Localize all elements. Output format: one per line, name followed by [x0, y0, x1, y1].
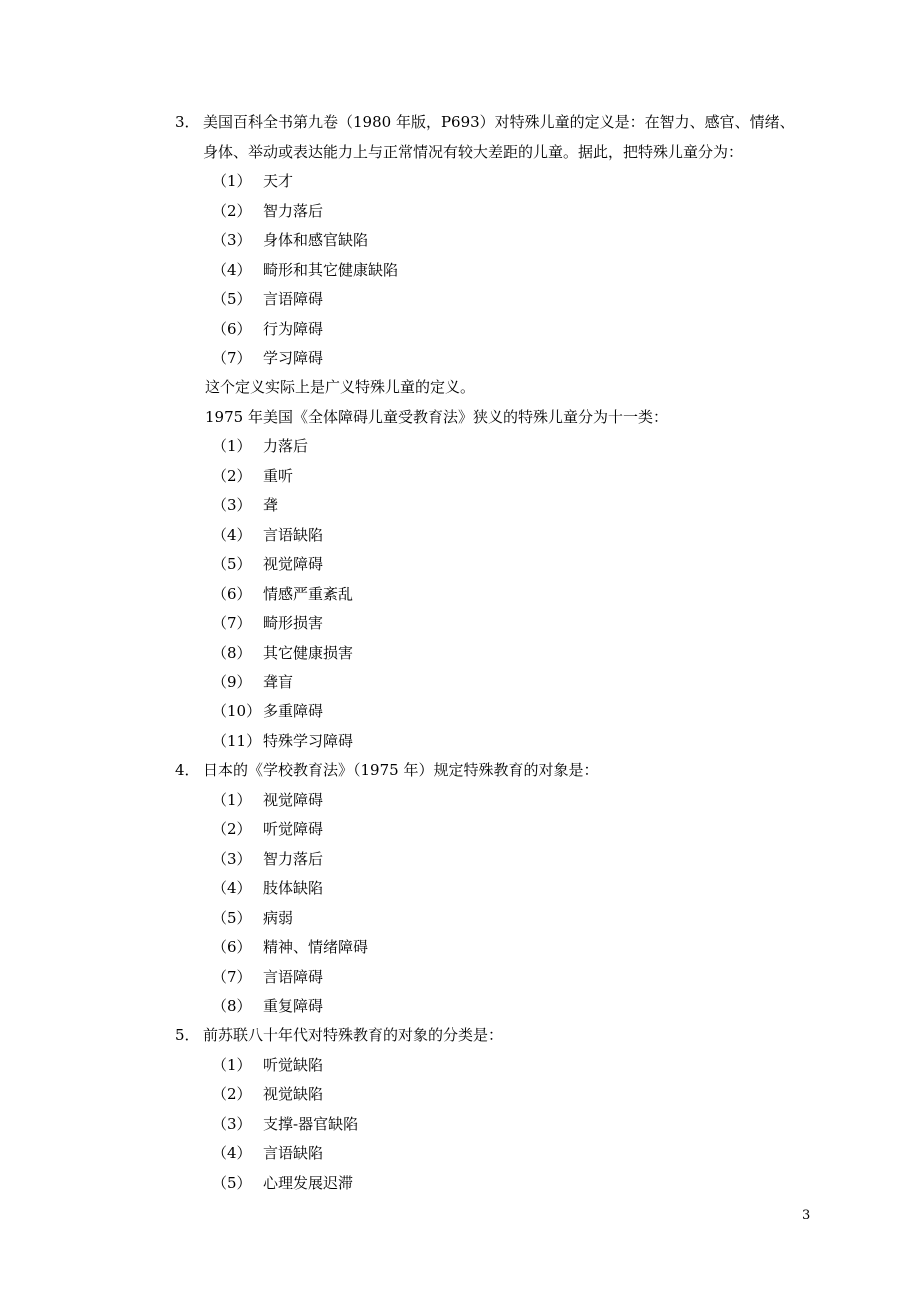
list-item-text: 畸形损害 [263, 614, 324, 632]
list-item-number: （3） [212, 850, 252, 868]
list-item-number: （2） [212, 820, 252, 838]
list-item-text: 多重障碍 [263, 702, 324, 720]
list-item-text: 视觉障碍 [263, 791, 324, 809]
list-item-text: 听觉缺陷 [263, 1056, 324, 1074]
list-item-number: （3） [212, 231, 252, 249]
list-item-text: 精神、情绪障碍 [263, 938, 369, 956]
list-item-number: （1） [212, 791, 252, 809]
list-item-text: 重听 [263, 467, 294, 485]
list-item-number: （11） [212, 732, 262, 750]
list-item-number: （4） [212, 261, 252, 279]
list-item-text: 视觉缺陷 [263, 1085, 324, 1103]
list-item-number: （3） [212, 1115, 252, 1133]
list-item-text: 视觉障碍 [263, 555, 324, 573]
list-item-number: （5） [212, 555, 252, 573]
list-item-number: （5） [212, 1174, 252, 1192]
list-item-text: 言语缺陷 [263, 526, 324, 544]
section-3-line-2: 身体、举动或表达能力上与正常情况有较大差距的儿童。据此，把特殊儿童分为： [203, 143, 744, 161]
list-item-number: （2） [212, 467, 252, 485]
list-item-text: 重复障碍 [263, 997, 324, 1015]
definition-note: 这个定义实际上是广义特殊儿童的定义。 [205, 378, 476, 396]
list-item-number: （1） [212, 437, 252, 455]
list-item-text: 肢体缺陷 [263, 879, 324, 897]
section-5-number: 5． [175, 1026, 200, 1044]
list-item-text: 行为障碍 [263, 320, 324, 338]
list-item-text: 支撑-器官缺陷 [263, 1115, 359, 1133]
list-item-number: （3） [212, 496, 252, 514]
list-item-number: （6） [212, 320, 252, 338]
list-item-text: 言语障碍 [263, 968, 324, 986]
list-item-number: （9） [212, 673, 252, 691]
list-item-text: 聋 [263, 496, 279, 514]
list-item-text: 病弱 [263, 909, 294, 927]
list-item-text: 天才 [263, 172, 294, 190]
law-classification-intro: 1975 年美国《全体障碍儿童受教育法》狭义的特殊儿童分为十一类： [205, 408, 668, 426]
list-item-number: （5） [212, 290, 252, 308]
section-3-number: 3． [175, 113, 200, 131]
list-item-number: （4） [212, 879, 252, 897]
list-item-number: （4） [212, 526, 252, 544]
list-item-text: 力落后 [263, 437, 309, 455]
list-item-number: （1） [212, 172, 252, 190]
list-item-text: 心理发展迟滞 [263, 1174, 354, 1192]
list-item-text: 听觉障碍 [263, 820, 324, 838]
section-5-line-1: 前苏联八十年代对特殊教育的对象的分类是： [203, 1026, 504, 1044]
list-item-text: 学习障碍 [263, 349, 324, 367]
section-4-line-1: 日本的《学校教育法》（1975 年）规定特殊教育的对象是： [203, 761, 599, 779]
list-item-text: 情感严重紊乱 [263, 585, 354, 603]
list-item-text: 言语缺陷 [263, 1144, 324, 1162]
list-item-number: （2） [212, 1085, 252, 1103]
list-item-number: （7） [212, 349, 252, 367]
list-item-number: （4） [212, 1144, 252, 1162]
list-item-number: （1） [212, 1056, 252, 1074]
list-item-number: （5） [212, 909, 252, 927]
list-item-number: （8） [212, 644, 252, 662]
list-item-number: （6） [212, 585, 252, 603]
list-item-text: 智力落后 [263, 850, 324, 868]
list-item-number: （2） [212, 202, 252, 220]
list-item-text: 聋盲 [263, 673, 294, 691]
list-item-number: （6） [212, 938, 252, 956]
list-item-text: 其它健康损害 [263, 644, 354, 662]
list-item-text: 特殊学习障碍 [263, 732, 354, 750]
list-item-text: 畸形和其它健康缺陷 [263, 261, 399, 279]
page-number: 3 [802, 1208, 811, 1223]
list-item-number: （7） [212, 968, 252, 986]
section-4-number: 4． [175, 761, 200, 779]
section-3-line-1: 美国百科全书第九卷（1980 年版，P693）对特殊儿童的定义是：在智力、感官、情绪、 [203, 113, 795, 131]
list-item-number: （8） [212, 997, 252, 1015]
list-item-number: （7） [212, 614, 252, 632]
list-item-number: （10） [212, 702, 262, 720]
list-item-text: 智力落后 [263, 202, 324, 220]
list-item-text: 言语障碍 [263, 290, 324, 308]
list-item-text: 身体和感官缺陷 [263, 231, 369, 249]
